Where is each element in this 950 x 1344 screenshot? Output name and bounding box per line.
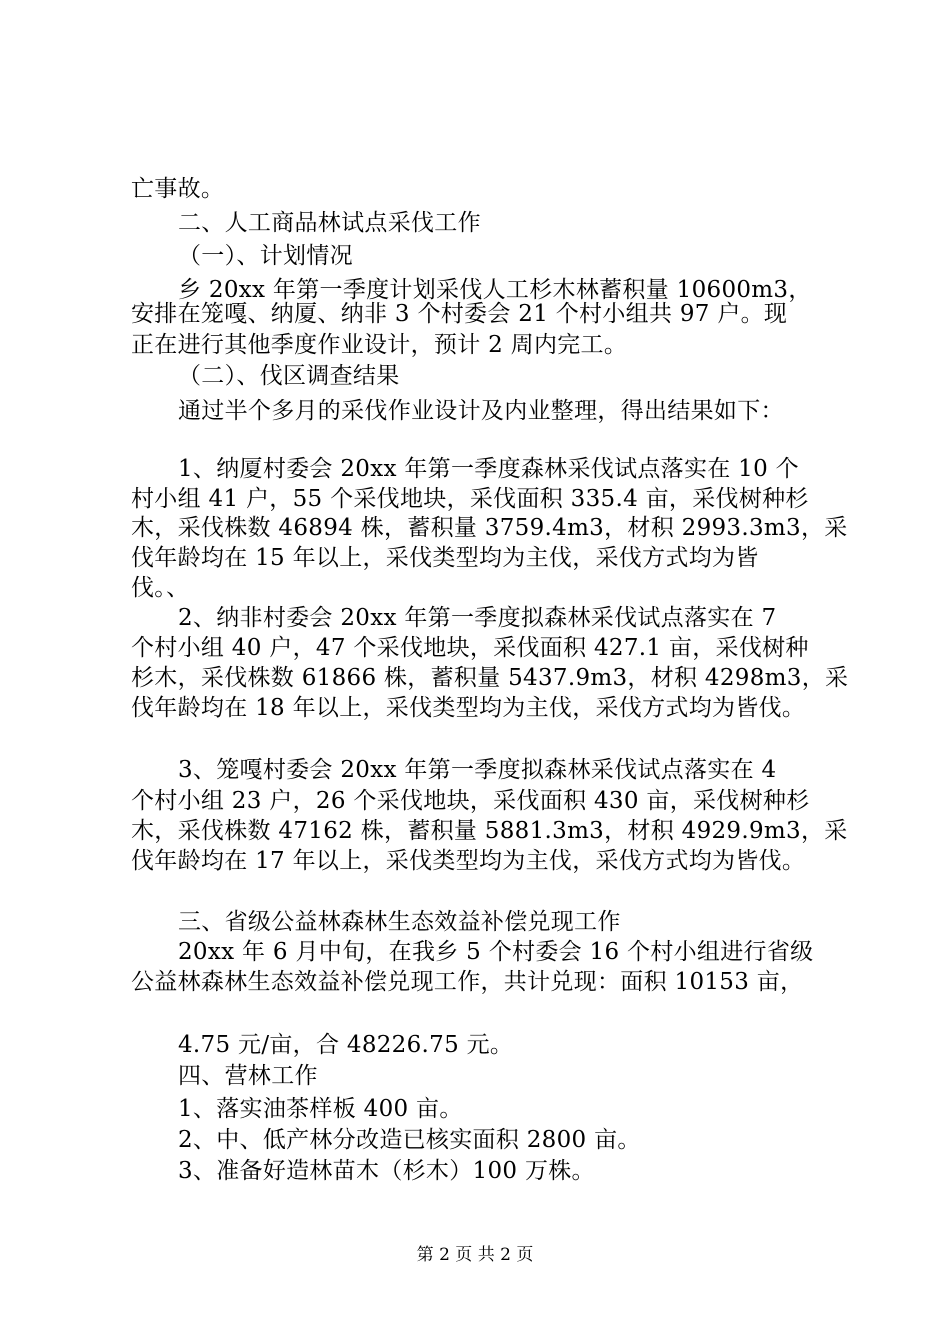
section-heading: 四、营林工作	[178, 1063, 318, 1089]
paragraph-line: 1、纳厦村委会 20xx 年第一季度森林采伐试点落实在 10 个	[178, 456, 799, 482]
paragraph-line: 20xx 年 6 月中旬，在我乡 5 个村委会 16 个村小组进行省级	[178, 939, 814, 965]
list-item: 1、落实油茶样板 400 亩。	[178, 1096, 463, 1122]
list-item: 3、准备好造林苗木（杉木）100 万株。	[178, 1158, 595, 1184]
paragraph-line: 村小组 41 户，55 个采伐地块，采伐面积 335.4 亩，采伐树种杉	[131, 486, 809, 512]
paragraph-line: 2、纳非村委会 20xx 年第一季度拟森林采伐试点落实在 7	[178, 605, 777, 631]
paragraph-line: 正在进行其他季度作业设计，预计 2 周内完工。	[131, 332, 628, 358]
paragraph-line: 安排在笼嘎、纳厦、纳非 3 个村委会 21 个村小组共 97 户。现	[131, 301, 788, 327]
paragraph-line: 4.75 元/亩，合 48226.75 元。	[178, 1032, 514, 1058]
paragraph-line: 杉木，采伐株数 61866 株，蓄积量 5437.9m3，材积 4298m3，采	[131, 665, 849, 691]
subsection-heading: （二）、伐区调查结果	[178, 363, 400, 389]
paragraph-line: 伐年龄均在 17 年以上，采伐类型均为主伐，采伐方式均为皆伐。	[131, 848, 806, 874]
paragraph-line: 乡 20xx 年第一季度计划采伐人工杉木林蓄积量 10600m3，	[178, 277, 812, 303]
subsection-heading: （一）、计划情况	[178, 243, 353, 269]
paragraph-line: 亡事故。	[131, 176, 225, 202]
section-heading: 三、省级公益林森林生态效益补偿兑现工作	[178, 909, 621, 935]
paragraph-line: 木，采伐株数 47162 株，蓄积量 5881.3m3，材积 4929.9m3，采	[131, 818, 848, 844]
paragraph-line: 伐。、	[131, 575, 190, 601]
paragraph-line: 木，采伐株数 46894 株，蓄积量 3759.4m3，材积 2993.3m3，采	[131, 515, 848, 541]
list-item: 2、中、低产林分改造已核实面积 2800 亩。	[178, 1127, 641, 1153]
paragraph-line: 个村小组 40 户，47 个采伐地块，采伐面积 427.1 亩，采伐树种	[131, 635, 809, 661]
paragraph-line: 3、笼嘎村委会 20xx 年第一季度拟森林采伐试点落实在 4	[178, 757, 777, 783]
paragraph-line: 通过半个多月的采伐作业设计及内业整理，得出结果如下：	[178, 398, 784, 424]
page-footer: 第 2 页 共 2 页	[416, 1245, 534, 1265]
section-heading: 二、人工商品林试点采伐工作	[178, 210, 481, 236]
paragraph-line: 公益林森林生态效益补偿兑现工作，共计兑现：面积 10153 亩，	[131, 969, 804, 995]
paragraph-line: 个村小组 23 户，26 个采伐地块，采伐面积 430 亩，采伐树种杉	[131, 788, 810, 814]
paragraph-line: 伐年龄均在 18 年以上，采伐类型均为主伐，采伐方式均为皆伐。	[131, 695, 806, 721]
paragraph-line: 伐年龄均在 15 年以上，采伐类型均为主伐，采伐方式均为皆	[131, 545, 759, 571]
